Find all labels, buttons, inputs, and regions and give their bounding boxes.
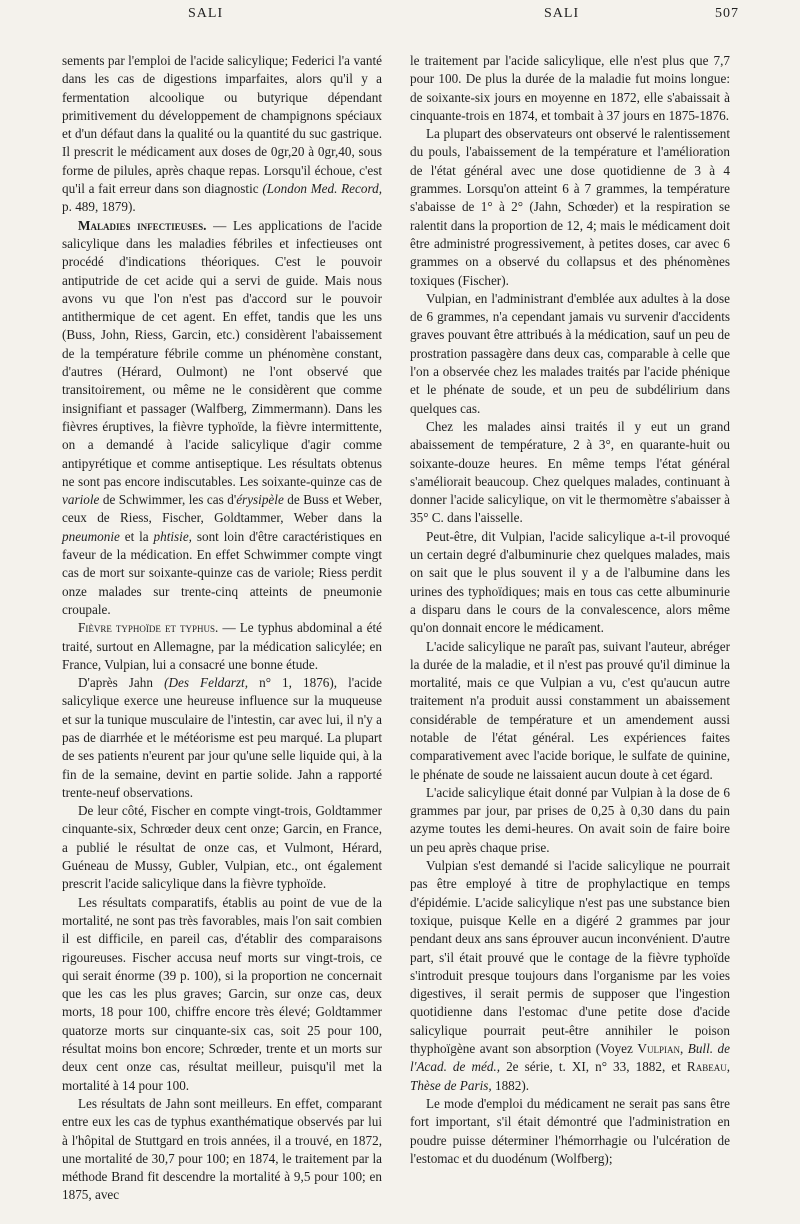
italic-term: phtisie, xyxy=(153,528,192,544)
paragraph-text: de Schwimmer, les cas d' xyxy=(99,492,237,508)
running-head-right: SALI xyxy=(544,6,580,21)
paragraph: Peut-être, dit Vulpian, l'acide salicylique a-t-il provoqué un certain degré d'albuminurie chez quelques malades, mais on sait que le plus souvent il y a de l'albumine dans les urines des typhoïdiques; mais en tous cas cette albuminurie a disparu dans le cours de la convalescence, alors même qu'on donnait encore le médicament. xyxy=(410,528,730,636)
section-heading: Fièvre typhoïde et typhus. xyxy=(78,620,219,636)
paragraph-text: de Buss et Weber, ceux de Riess, Fischer, Goldtammer, Weber dans la xyxy=(62,492,382,526)
paragraph-text: sont loin d'être caractéristiques en faveur de la médication. En effet Schwimmer compte vingt cas de mort sur soixante-quinze cas de variole; Riess perdit onze malades sur trente-cinq atteints de pneumonie croupale. xyxy=(62,528,382,617)
italic-term: pneumonie xyxy=(62,528,120,544)
section-heading: Maladies infectieuses. xyxy=(78,217,207,233)
paragraph-text: — Les applications de l'acide salicylique dans les maladies fébriles et infectieuses ont procédé d'indications théoriques. C'est le pouvoir antiputride de cet acide qui a servi de guide. Mais nous avons vu que l'on n'est pas d'accord sur le pouvoir antithermique de cet agent. En effet, tandis que les uns (Buss, John, Riess, Garcin, etc.) considèrent l'abaissement de la température fébrile comme un phénomène constant, d'autres (Hérard, Oulmont) ne l'ont observé que transitoirement, ou même ne le considèrent que comme insignifiant et passager (Walfberg, Zimmermann). Dans les fièvres éruptives, la fièvre typhoïde, la fièvre intermittente, on a demandé à l'acide salicylique d'agir comme antipyrétique et comme antiseptique. Les résultats obtenus ne sont pas encore indiscutables. Les soixante-quinze cas de xyxy=(62,217,383,489)
paragraph: De leur côté, Fischer en compte vingt-trois, Goldtammer cinquante-six, Schrœder deux cent onze; Garcin, en France, a publié le résultat de onze cas, et Vulmont, Hérard, Guéneau de Mussy, Gubler, Vulpian, etc., ont également prescrit l'acide salicylique dans la fièvre typhoïde. xyxy=(62,803,382,892)
paragraph-text: p. 489, 1879). xyxy=(62,199,136,215)
paragraph: L'acide salicylique était donné par Vulpian à la dose de 6 grammes par jour, par prises de 0,25 à 0,30 dans du pain azyme toutes les demi-heures. On avait soin de faire boire un peu après chaque prise. xyxy=(410,784,730,855)
paragraph: L'acide salicylique ne paraît pas, suivant l'auteur, abréger la durée de la maladie, et il n'est pas prouvé qu'il diminue la mortalité, mais ce que Vulpian a vu, c'est qu'aucun autre traitement n'a produit aussi constamment un abaissement considérable de température et un amendement aussi notable de l'état général. Les expériences faites comparativement avec l'acide borique, le sulfate de quinine, le phénate de soude ne laissaient aucun doute à cet égard. xyxy=(410,638,730,782)
paragraph xyxy=(62,619,382,674)
paragraph: Les résultats de Jahn sont meilleurs. En effet, comparant entre eux les cas de typhus exanthématique observés par lui à l'hôpital de Stuttgard en trois années, il a trouvé, en 1872, une mortalité de 30,7 pour 100; en 1874, le traitement par la méthode Brand fit descendre la mortalité à 9,5 pour 100; en 1875, avec xyxy=(62,1095,382,1203)
paragraph-text: Vulpian s'est demandé si l'acide salicylique ne pourrait pas être employé à titre de prophylactique en temps d'épidémie. L'acide salicylique n'est pas une substance bien toxique, puisque Kelle en a digéré 2 grammes par jour pendant deux ans sans éprouver aucun inconvénient. D'autre part, s'il était prouvé que le contage de la fièvre typhoïde s'introduit presque toujours dans l'organisme par les voies digestives, il serait permis de supposer que l'ingestion quotidienne dans l'estomac d'une petite dose d'acide salicylique pourrait peut-être annihiler le poison thyphoïgène avant son absorption (Voyez xyxy=(410,858,730,1057)
citation: (London Med. Record, xyxy=(262,181,382,197)
paragraph-text: 1882). xyxy=(491,1077,530,1093)
citation: Thèse de Paris, xyxy=(410,1077,492,1093)
author-name: Vulpian, xyxy=(637,1041,684,1057)
paragraph xyxy=(62,674,382,802)
paragraph xyxy=(410,857,730,1095)
paragraph: Les résultats comparatifs, établis au point de vue de la mortalité, ne sont pas très favorables, mais l'on sait combien il est difficile, en pareil cas, d'établir des comparaisons rigoureuses. Fischer accusa neuf morts sur vingt-trois, ce qui serait énorme (39 p. 100), si la proportion ne concernait que les cas les plus graves; Garcin, sur onze cas, deux morts, 18 pour 100, chiffre encore très élevé; Goldtammer quatorze morts sur cinquante-six cas, soit 25 pour 100, résultat moins bon encore; Schrœder, trente et un morts sur deux cent onze cas, résultat meilleur, puisqu'il met la mortalité à 14 pour 100. xyxy=(62,894,382,1093)
paragraph: La plupart des observateurs ont observé le ralentissement du pouls, l'abaissement de la température et l'amélioration de l'état général avec une dose quotidienne de 3 à 4 grammes. Lorsqu'on atteint 6 à 7 grammes, la température s'abaisse de 1° à 2° (Jahn, Schœder) et la respiration se ralentit dans la proportion de 12, 4; mais le médicament doit être administré progressivement, à petites doses, car avec 6 grammes on a observé du collapsus et des phénomènes toxiques (Fischer). xyxy=(410,126,730,288)
paragraph-text: — Le typhus abdominal a été traité, surtout en Allemagne, par la médication salicylée; en France, Vulpian, lui a consacré une bonne étude. xyxy=(62,620,382,672)
paragraph: Le mode d'emploi du médicament ne serait pas sans être fort important, s'il était démontré que l'administration en poudre puisse déterminer l'hémorrhagie ou l'ulcération de l'estomac et du duodénum (Wolfberg); xyxy=(410,1095,730,1166)
running-head-left: SALI xyxy=(188,6,224,21)
paragraph-text: D'après Jahn xyxy=(78,675,153,691)
paragraph xyxy=(62,52,382,217)
right-column xyxy=(410,52,730,1168)
paragraph xyxy=(62,217,382,620)
paragraph-text: et la xyxy=(119,528,149,544)
citation: (Des Feldarzt, xyxy=(164,675,249,691)
page-number: 507 xyxy=(715,6,739,21)
paragraph: Vulpian, en l'administrant d'emblée aux adultes à la dose de 6 grammes, n'a cependant jamais vu survenir d'accidents graves pouvant être attribués à la médication, sauf un peu de prostration passagère dans deux cas, comparable à celle que l'on a observée chez les malades traités par l'acide phénique et le phénate de soude, et un peu de subdélirium dans quelques cas. xyxy=(410,290,730,416)
left-column xyxy=(62,52,382,1205)
italic-term: variole xyxy=(62,492,100,508)
author-name: Rabeau, xyxy=(686,1059,731,1075)
paragraph-text: sements par l'emploi de l'acide salicylique; Federici l'a vanté dans les cas de digestions imparfaites, alors qu'il y a fermentation alcoolique ou butyrique dépendant primitivement du développement de champignons spéciaux et d'un défaut dans la qualité ou la quantité du suc gastrique. Il prescrit le médicament aux doses de 0gr,20 à 0gr,40, sous forme de pilules, après chaque repas. Lorsqu'il échoue, c'est qu'il a fait erreur dans son diagnostic xyxy=(62,53,382,197)
paragraph: le traitement par l'acide salicylique, elle n'est plus que 7,7 pour 100. De plus la durée de la maladie fut moins longue: de soixante-six jours en moyenne en 1872, elle s'abaissait à cinquante-trois en 1874, et tombait à 37 jours en 1875-1876. xyxy=(410,53,730,123)
paragraph: Chez les malades ainsi traités il y eut un grand abaissement de température, 2 à 3°, en quarante-huit ou soixante-douze heures. En même temps l'état général s'améliorait beaucoup. Chez quelques malades, continuant à donner l'acide salicylique, on vit le thermomètre s'abaisser à 35° C. dans l'aisselle. xyxy=(410,418,730,526)
paragraph-text: 2e série, t. XI, n° 33, 1882, et xyxy=(500,1059,681,1075)
paragraph-text: n° 1, 1876), l'acide salicylique exerce une heureuse influence sur la muqueuse et sur la tunique musculaire de l'intestin, car avec lui, il n'y a pas de diarrhée et le météorisme est peu marqué. La plupart de ses patients n'eurent par jour qu'une selle liquide qui, à la fin de la semaine, devint en partie solide. Jahn a rapporté trente-neuf observations. xyxy=(62,675,383,800)
italic-term: érysipèle xyxy=(236,492,284,508)
citation: Bull. de l'Acad. de méd., xyxy=(410,1041,730,1075)
